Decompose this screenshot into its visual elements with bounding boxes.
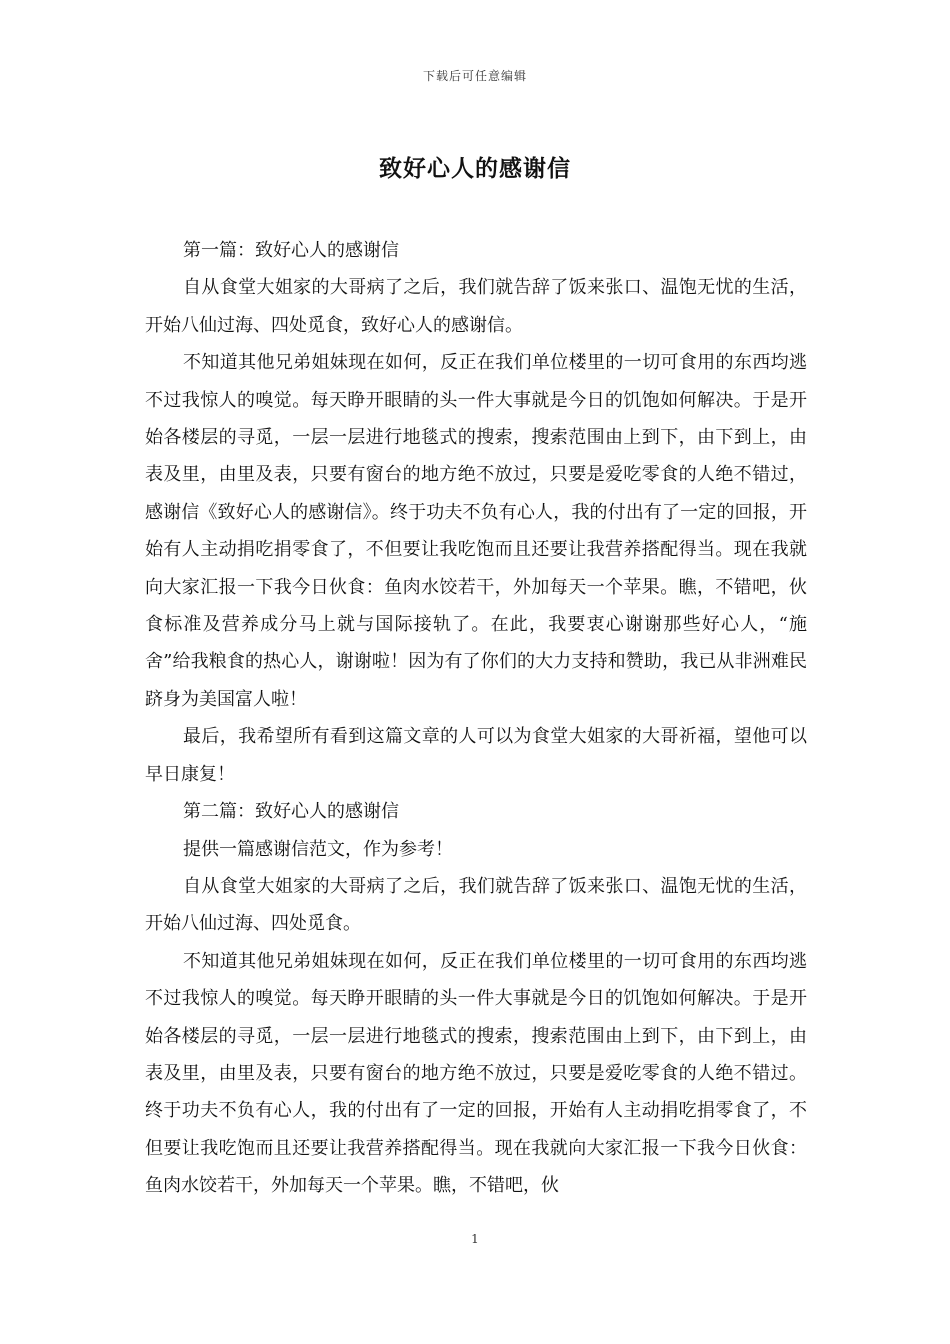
paragraph: 不知道其他兄弟姐妹现在如何，反正在我们单位楼里的一切可食用的东西均逃不过我惊人的嗅觉。每天睁开眼睛的头一件大事就是今日的饥饱如何解决。于是开始各楼层的寻觅，一层一层进行地毯式的搜索，搜索范围由上到下，由下到上，由表及里，由里及表，只要有窗台的地方绝不放过，只要是爱吃零食的人绝不错过，感谢信《致好心人的感谢信》。终于功夫不负有心人，我的付出有了一定的回报，开始有人主动捐吃捐零食了，不但要让我吃饱而且还要让我营养搭配得当。现在我就向大家汇报一下我今日伙食：鱼肉水饺若干，外加每天一个苹果。瞧，不错吧，伙食标准及营养成分马上就与国际接轨了。在此，我要衷心谢谢那些好心人，“施舍”给我粮食的热心人，谢谢啦！因为有了你们的大力支持和赞助，我已从非洲难民跻身为美国富人啦！	[145, 352, 807, 710]
paragraph: 提供一篇感谢信范文，作为参考！	[183, 838, 453, 860]
section-heading-1: 第一篇：致好心人的感谢信	[183, 240, 399, 261]
page-header: 下载后可任意编辑	[422, 69, 527, 83]
document-body	[145, 232, 807, 1205]
paragraph: 自从食堂大姐家的大哥病了之后，我们就告辞了饭来张口、温饱无忧的生活，开始八仙过海、四处觅食，致好心人的感谢信。	[145, 277, 807, 336]
paragraph: 自从食堂大姐家的大哥病了之后，我们就告辞了饭来张口、温饱无忧的生活，开始八仙过海、四处觅食。	[145, 875, 807, 935]
page-number: 1	[471, 1232, 479, 1246]
section-heading-2: 第二篇：致好心人的感谢信	[183, 801, 399, 823]
paragraph: 最后，我希望所有看到这篇文章的人可以为食堂大姐家的大哥祈福，望他可以早日康复！	[145, 726, 807, 785]
paragraph: 不知道其他兄弟姐妹现在如何，反正在我们单位楼里的一切可食用的东西均逃不过我惊人的嗅觉。每天睁开眼睛的头一件大事就是今日的饥饱如何解决。于是开始各楼层的寻觅，一层一层进行地毯式的搜索，搜索范围由上到下，由下到上，由表及里，由里及表，只要有窗台的地方绝不放过，只要是爱吃零食的人绝不错过。终于功夫不负有心人，我的付出有了一定的回报，开始有人主动捐吃捐零食了，不但要让我吃饱而且还要让我营养搭配得当。现在我就向大家汇报一下我今日伙食：鱼肉水饺若干，外加每天一个苹果。瞧，不错吧，伙	[145, 950, 807, 1197]
document-title: 致好心人的感谢信	[379, 155, 571, 182]
